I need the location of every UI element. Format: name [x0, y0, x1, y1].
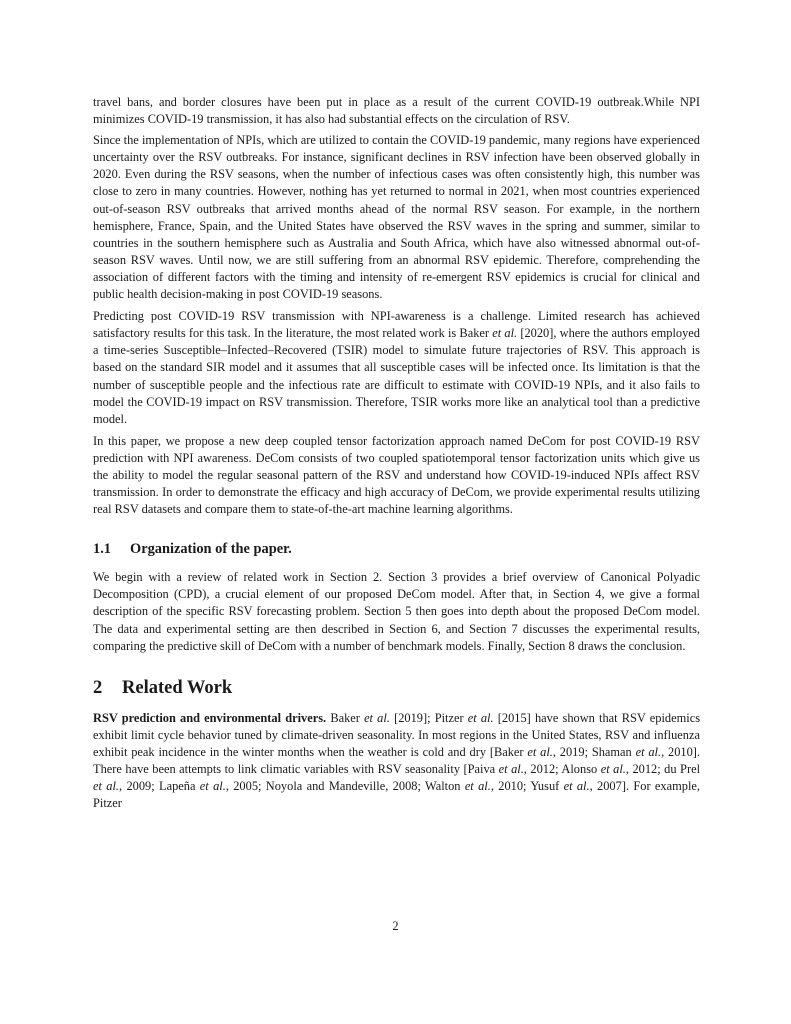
drivers-text-10: , 2012; Alonso — [523, 762, 601, 776]
drivers-text-12: , 2012; du Prel — [625, 762, 701, 776]
etal-citation: et al. — [492, 326, 518, 341]
paragraph-prediction-challenge — [93, 308, 700, 428]
paragraph-rsv-uncertainty — [93, 132, 700, 303]
drivers-text-2: [2019]; Pitzer — [389, 710, 468, 725]
paragraph-organization — [93, 569, 700, 654]
subsection-number: 1.1 — [93, 541, 111, 558]
etal-citation: et al. — [467, 710, 494, 725]
drivers-text-8: , 2010]. There have been attempts to link climatic variables with RSV seasonality [Paiva — [93, 744, 700, 776]
challenge-text-a: Predicting post COVID-19 RSV transmission with NPI-awareness is a challenge. Limited research has achieved satisfactory results for this task. In the literature, the most related work is Baker — [93, 309, 700, 341]
etal-citation: et al. — [199, 779, 226, 794]
drivers-text-16: , 2005; Noyola and Mandeville, 2008; Walton — [225, 779, 465, 794]
drivers-text-4: [2015] have shown that RSV epidemics exhibit limit cycle behavior tuned by climate-driven seasonality. In most regions in the United States, RSV and influenza exhibit peak incidence in the winter months when the weather is cold and dry [Baker — [93, 710, 701, 759]
etal-citation: et al. — [498, 762, 524, 776]
paragraph-environmental-drivers — [93, 710, 700, 813]
etal-citation: et al. — [364, 710, 390, 725]
organization-text: We begin with a review of related work in Section 2. Section 3 provides a brief overview of Canonical Polyadic Decomposition (CPD), a crucial element of our proposed DeCom model. After that, in Section 4, we give a formal description of the specific RSV forecasting problem. Section 5 then goes into depth about the proposed DeCom model. The data and experimental setting are then described in Section 6, and Section 7 discusses the experimental results, comparing the predictive skill of DeCom with a number of benchmark models. Finally, Section 8 draws the conclusion. — [93, 570, 700, 653]
rsv-uncertainty-text: Since the implementation of NPIs, which are utilized to contain the COVID-19 pandemic, many regions have experienced uncertainty over the RSV outbreaks. For instance, significant declines in RSV infection have been observed globally in 2020. Even during the RSV seasons, when the number of infectious cases was often consistently high, this number was close to zero in many countries. However, nothing has yet returned to normal in 2021, when most countries experienced out-of-season RSV outbreaks that arrived months ahead of the normal RSV season. For example, in the northern hemisphere, France, Spain, and the United States have observed the RSV waves in the spring and summer, similar to countries in the southern hemisphere such as Australia and South Africa, which have also witnessed abnormal out-of-season RSV waves. Until now, we are still suffering from an abnormal RSV epidemic. Therefore, comprehending the association of different factors with the timing and intensity of re-emergent RSV epidemics is crucial for clinical and public health decision-making in post COVID-19 seasons. — [93, 133, 700, 302]
section-title: Related Work — [122, 677, 233, 698]
npi-intro-text: travel bans, and border closures have been put in place as a result of the current COVID-19 outbreak.While NPI minimizes COVID-19 transmission, it has also had substantial effects on the circulation of RSV. — [93, 95, 700, 127]
decom-proposal-text: In this paper, we propose a new deep coupled tensor factorization approach named DeCom for post COVID-19 RSV prediction with NPI awareness. DeCom consists of two coupled spatiotemporal tensor factorization units which give us the ability to model the regular seasonal pattern of the RSV and understand how COVID-19-induced NPIs affect RSV transmission. In order to demonstrate the efficacy and high accuracy of DeCom, we provide experimental results utilizing real RSV datasets and compare them to state-of-the-art machine learning algorithms. — [93, 433, 700, 517]
drivers-text-14: , 2009; Lapeña — [119, 779, 200, 794]
page-number: 2 — [392, 919, 399, 933]
etal-citation: et al. — [563, 779, 590, 794]
runin-heading: RSV prediction and environmental drivers. — [93, 710, 327, 725]
etal-citation: et al. — [600, 762, 626, 776]
section-heading-related-work — [93, 677, 700, 699]
etal-citation: et al. — [464, 779, 491, 794]
drivers-text-20: , 2007]. For example, Pitzer — [93, 779, 700, 811]
drivers-text-18: , 2010; Yusuf — [490, 779, 564, 794]
etal-citation: et al. — [93, 779, 120, 794]
page-body — [93, 94, 700, 817]
etal-citation: et al. — [527, 744, 553, 759]
etal-citation: et al. — [635, 744, 662, 759]
section-number: 2 — [93, 677, 103, 698]
paragraph-npi-intro — [93, 94, 700, 128]
drivers-text-6: , 2019; Shaman — [552, 744, 636, 759]
paragraph-decom-proposal — [93, 433, 700, 518]
challenge-text-b: [2020], where the authors employed a time-series Susceptible–Infected–Recovered (TSIR) model to simulate future trajectories of RSV. This approach is based on the standard SIR model and it assumes that all susceptible cases will be infected once. Its limitation is that the number of susceptible people and the infectious rate are difficult to estimate with COVID-19 NPIs, and it also fails to model the COVID-19 impact on RSV transmission. Therefore, TSIR works more like an analytical tool than a predictive model. — [93, 326, 701, 426]
drivers-text-0: Baker — [330, 710, 365, 725]
subsection-heading-organization — [93, 540, 700, 558]
subsection-title: Organization of the paper. — [130, 541, 292, 558]
